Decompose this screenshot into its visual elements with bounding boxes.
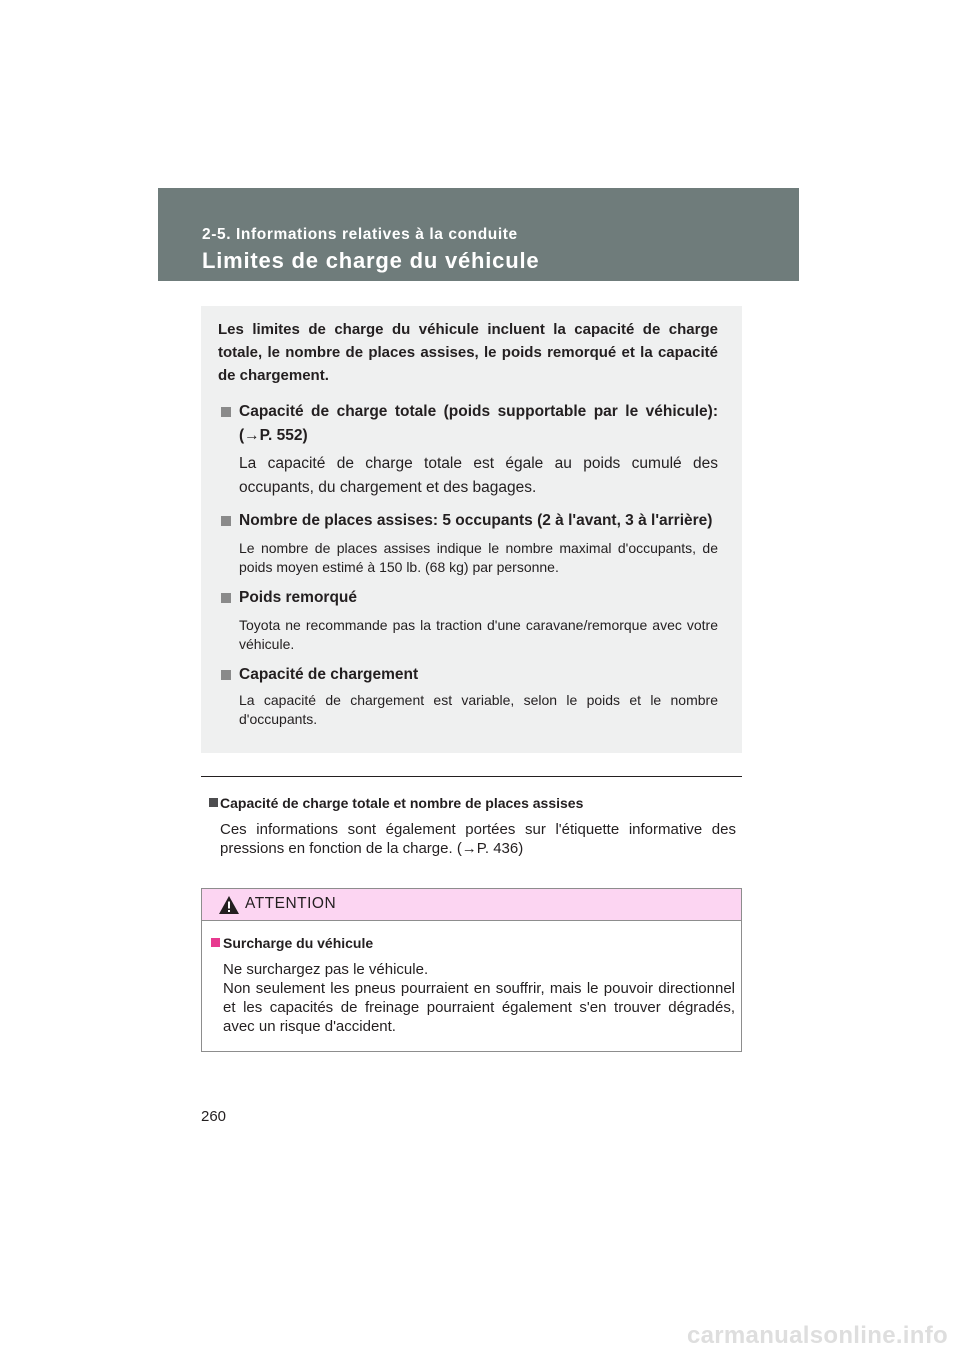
summary-item-description: Toyota ne recommande pas la traction d'une caravane/remorque avec votre véhicule. xyxy=(239,617,718,652)
warning-line-2: Non seulement les pneus pourraient en souffrir, mais le pouvoir directionnel et les capacités de freinage pourraient également s'en trouver dégradés, avec un risque d'accident. xyxy=(223,980,735,1035)
summary-item-total-capacity xyxy=(218,400,718,500)
info-note xyxy=(210,793,736,858)
summary-item-description: La capacité de chargement est variable, selon le poids et le nombre d'occupants. xyxy=(239,692,718,727)
summary-item-cargo xyxy=(218,663,718,729)
note-heading-text: Capacité de charge totale et nombre de places assises xyxy=(220,795,584,811)
warning-box xyxy=(201,888,742,1052)
summary-item-description: La capacité de charge totale est égale au poids cumulé des occupants, du chargement et des bagages. xyxy=(239,455,718,496)
warning-body xyxy=(202,921,741,1036)
square-bullet-icon xyxy=(211,938,220,947)
section-header-band xyxy=(158,188,799,281)
summary-item-heading: Poids remorqué xyxy=(239,589,357,606)
note-heading xyxy=(210,793,736,813)
page-number: 260 xyxy=(201,1108,227,1125)
square-bullet-icon xyxy=(209,798,218,807)
section-label: 2-5. Informations relatives à la conduite xyxy=(202,226,518,243)
summary-item-seating xyxy=(218,509,718,577)
summary-item-heading: Capacité de charge totale (poids supportable par le véhicule): (→P. 552) xyxy=(239,403,718,444)
warning-heading-text: Surcharge du véhicule xyxy=(223,935,374,951)
divider xyxy=(201,776,742,777)
warning-line-1: Ne surchargez pas le véhicule. xyxy=(223,961,429,978)
warning-heading xyxy=(211,933,735,953)
note-body: Ces informations sont également portées sur l'étiquette informative des pressions en fonction de la charge. (→P. 436) xyxy=(220,821,736,857)
summary-item-heading: Nombre de places assises: 5 occupants (2 à l'avant, 3 à l'arrière) xyxy=(239,512,713,529)
square-bullet-icon xyxy=(221,670,231,680)
square-bullet-icon xyxy=(221,593,231,603)
watermark: carmanualsonline.info xyxy=(686,1322,948,1349)
summary-item-heading: Capacité de chargement xyxy=(239,666,419,683)
summary-intro: Les limites de charge du véhicule incluent la capacité de charge totale, le nombre de places assises, le poids remorqué et la capacité de chargement. xyxy=(218,321,718,384)
page-title: Limites de charge du véhicule xyxy=(202,248,540,273)
warning-header xyxy=(202,889,741,921)
warning-text xyxy=(211,960,735,1036)
square-bullet-icon xyxy=(221,516,231,526)
summary-box xyxy=(201,306,742,753)
summary-item-description: Le nombre de places assises indique le nombre maximal d'occupants, de poids moyen estimé à 150 lb. (68 kg) par personne. xyxy=(239,540,718,575)
warning-triangle-icon xyxy=(218,895,240,920)
warning-label: ATTENTION xyxy=(245,895,337,912)
square-bullet-icon xyxy=(221,407,231,417)
summary-item-towing xyxy=(218,586,718,654)
